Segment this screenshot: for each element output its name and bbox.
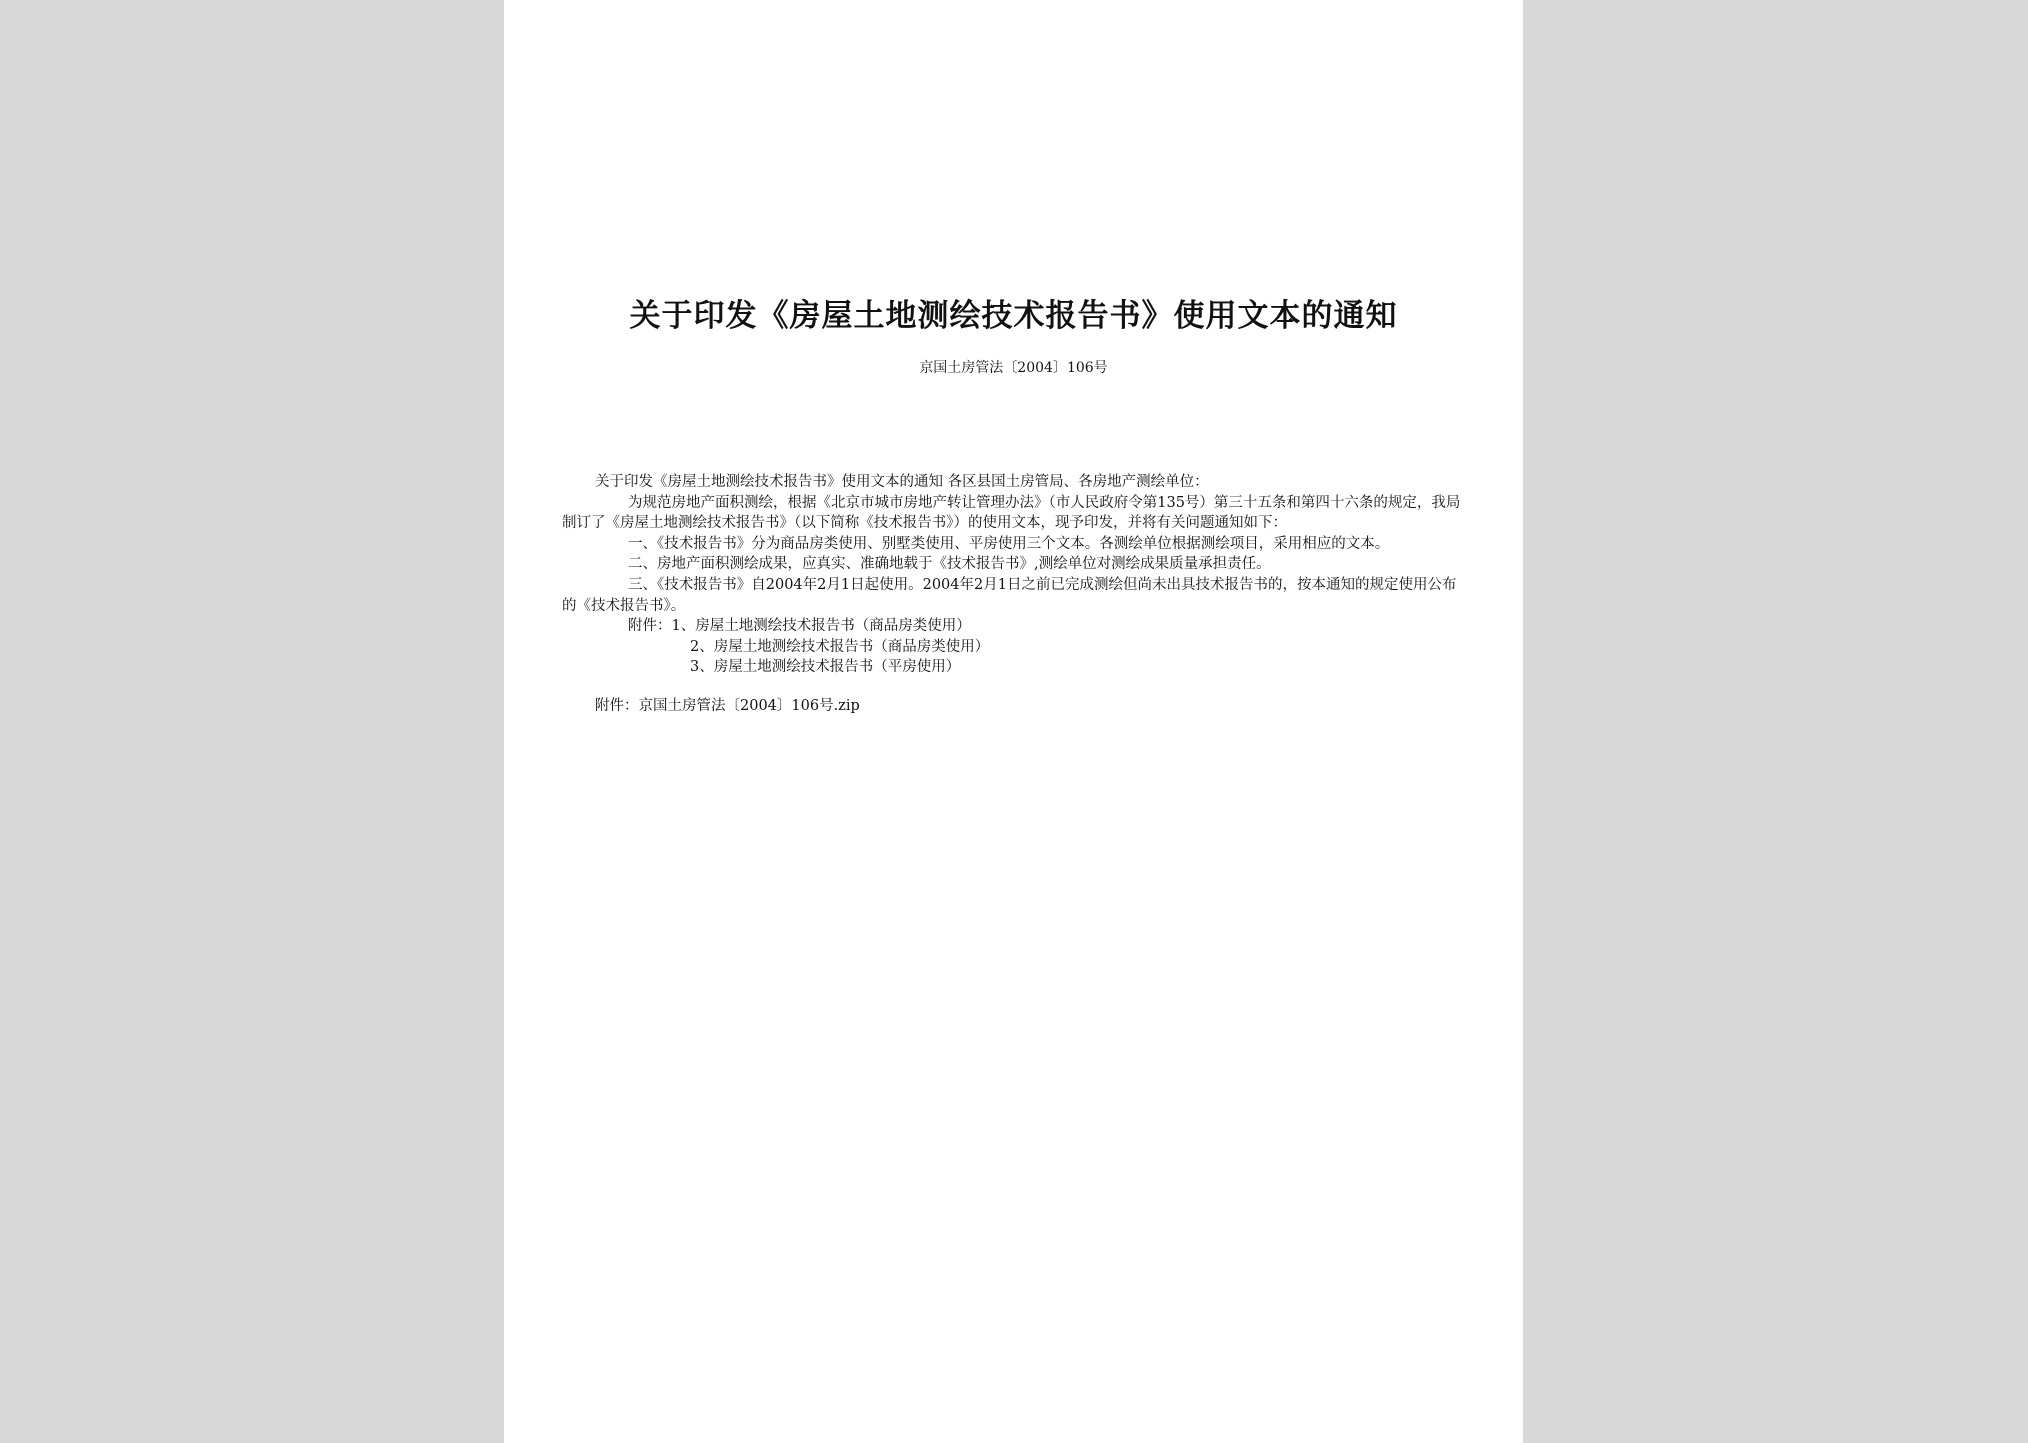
item-two-paragraph: 二、房地产面积测绘成果，应真实、准确地载于《技术报告书》,测绘单位对测绘成果质量承担责任。 (628, 556, 1271, 573)
document-page (504, 0, 1523, 1443)
attachment-list-item: 2、房屋土地测绘技术报告书（商品房类使用） (690, 638, 990, 655)
attachment-list-item: 3、房屋土地测绘技术报告书（平房使用） (690, 659, 961, 676)
document-body (562, 472, 1465, 717)
salutation-paragraph: 关于印发《房屋土地测绘技术报告书》使用文本的通知 各区县国土房管局、各房地产测绘单位： (595, 474, 1209, 490)
document-title: 关于印发《房屋土地测绘技术报告书》使用文本的通知 (629, 298, 1398, 334)
attachment-file-link[interactable]: 附件：京国土房管法〔2004〕106号.zip (595, 697, 860, 714)
item-three-paragraph: 三、《技术报告书》自2004年2月1日起使用。2004年2月1日之前已完成测绘但尚未出具技术报告书的，按本通知的规定使用公布的《技术报告书》。 (562, 576, 1457, 614)
document-number: 京国土房管法〔2004〕106号 (919, 360, 1108, 376)
item-one-paragraph: 一、《技术报告书》分为商品房类使用、别墅类使用、平房使用三个文本。各测绘单位根据测绘项目，采用相应的文本。 (628, 535, 1390, 552)
intro-paragraph: 为规范房地产面积测绘，根据《北京市城市房地产转让管理办法》（市人民政府令第135号）第三十五条和第四十六条的规定，我局制订了《房屋土地测绘技术报告书》（以下简称《技术报告书》）的使用文本，现予印发，并将有关问题通知如下： (562, 494, 1461, 532)
attachment-list-heading: 附件：1、房屋土地测绘技术报告书（商品房类使用） (628, 618, 971, 635)
